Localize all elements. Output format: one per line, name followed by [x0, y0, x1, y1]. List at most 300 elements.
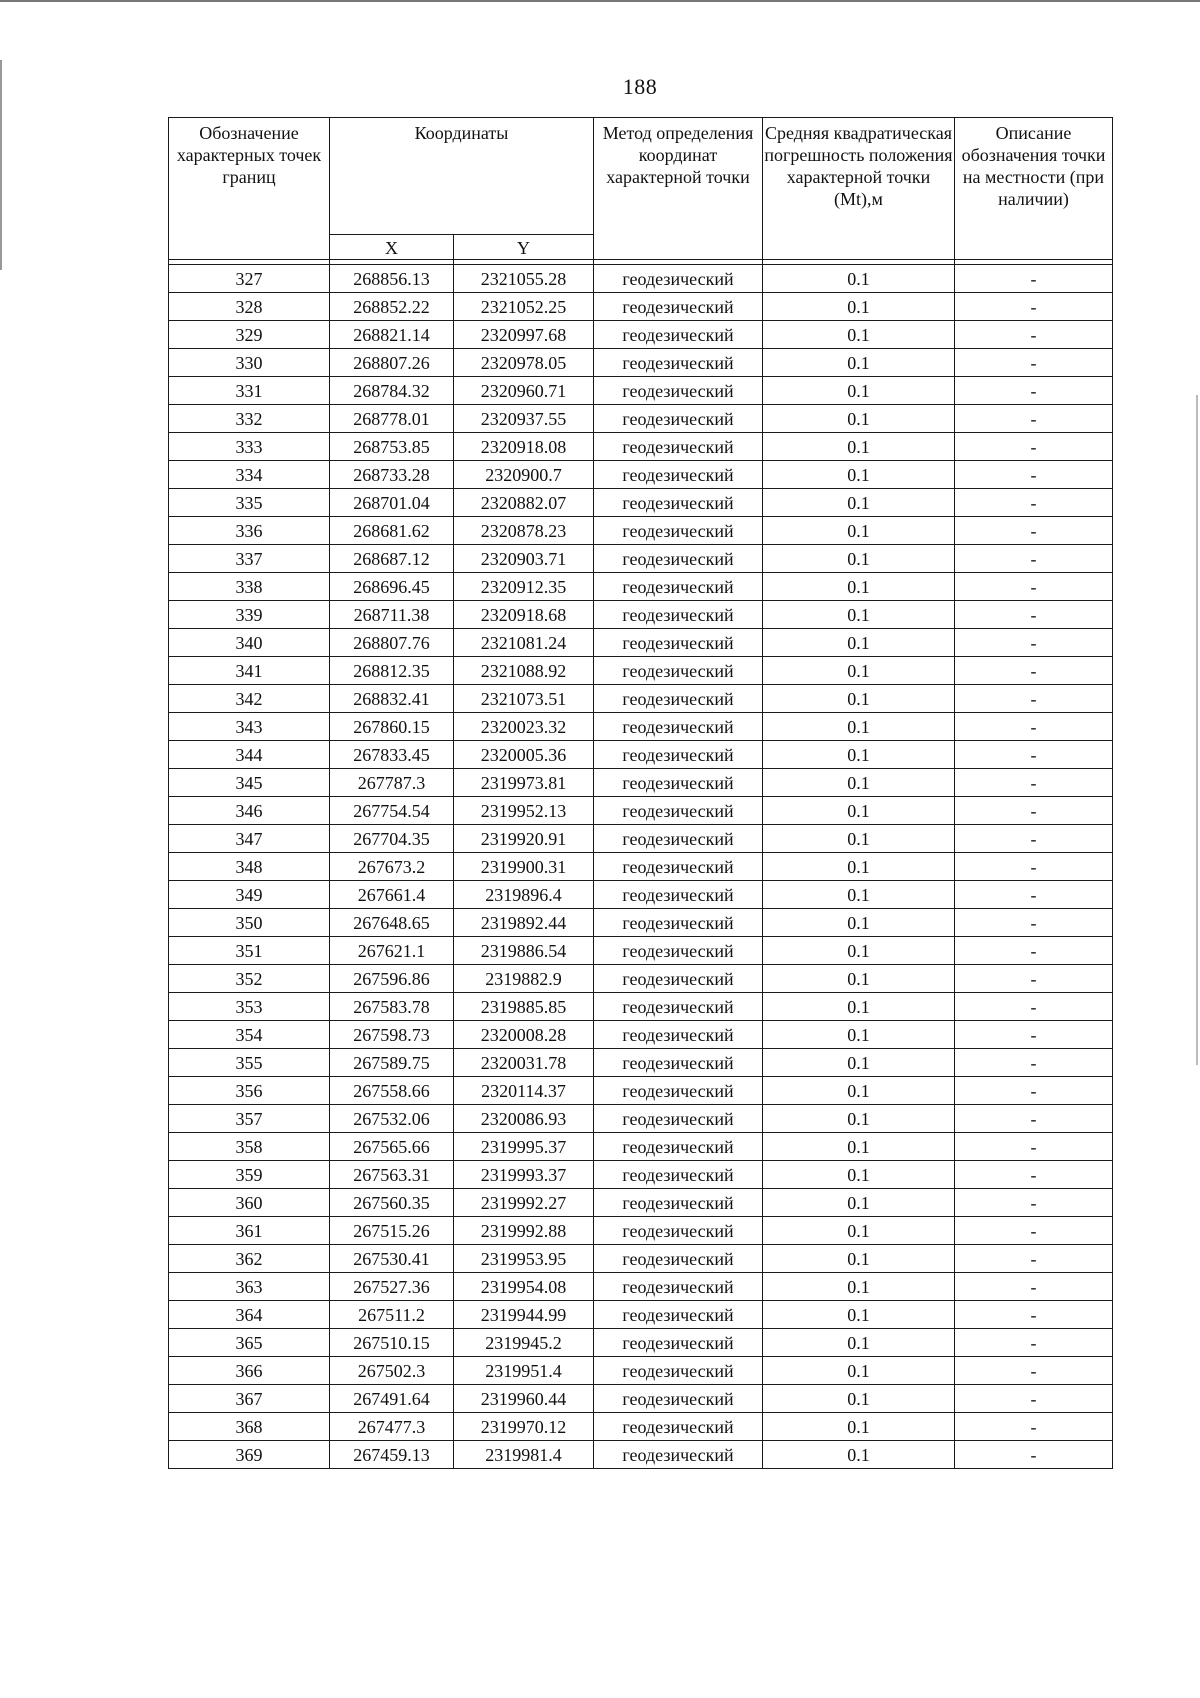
cell-x: 267598.73	[330, 1021, 454, 1049]
cell-point: 349	[169, 881, 330, 909]
cell-point: 355	[169, 1049, 330, 1077]
cell-description: -	[955, 349, 1113, 377]
cell-description: -	[955, 1245, 1113, 1273]
cell-x: 268821.14	[330, 321, 454, 349]
table-row	[169, 1273, 1113, 1301]
cell-point: 366	[169, 1357, 330, 1385]
table-row	[169, 1077, 1113, 1105]
table-row	[169, 489, 1113, 517]
top-border-line	[0, 0, 1200, 2]
cell-point: 332	[169, 405, 330, 433]
cell-method: геодезический	[594, 909, 763, 937]
cell-y: 2320918.08	[454, 433, 594, 461]
cell-method: геодезический	[594, 1217, 763, 1245]
cell-error: 0.1	[763, 713, 955, 741]
header-method: Метод определения координат характерной точки	[594, 118, 763, 260]
cell-error: 0.1	[763, 517, 955, 545]
table-row	[169, 1357, 1113, 1385]
table-row	[169, 993, 1113, 1021]
table-row	[169, 1441, 1113, 1469]
cell-error: 0.1	[763, 321, 955, 349]
cell-description: -	[955, 769, 1113, 797]
cell-description: -	[955, 1413, 1113, 1441]
cell-point: 343	[169, 713, 330, 741]
table-row	[169, 601, 1113, 629]
cell-x: 267515.26	[330, 1217, 454, 1245]
cell-error: 0.1	[763, 377, 955, 405]
table-row	[169, 545, 1113, 573]
cell-method: геодезический	[594, 489, 763, 517]
cell-y: 2320997.68	[454, 321, 594, 349]
cell-description: -	[955, 1329, 1113, 1357]
cell-y: 2320878.23	[454, 517, 594, 545]
cell-y: 2320937.55	[454, 405, 594, 433]
cell-description: -	[955, 573, 1113, 601]
cell-error: 0.1	[763, 1021, 955, 1049]
cell-x: 267510.15	[330, 1329, 454, 1357]
cell-point: 369	[169, 1441, 330, 1469]
cell-point: 331	[169, 377, 330, 405]
cell-method: геодезический	[594, 1329, 763, 1357]
cell-description: -	[955, 797, 1113, 825]
cell-y: 2319992.27	[454, 1189, 594, 1217]
cell-description: -	[955, 1385, 1113, 1413]
cell-method: геодезический	[594, 433, 763, 461]
cell-point: 337	[169, 545, 330, 573]
cell-x: 268733.28	[330, 461, 454, 489]
cell-y: 2321073.51	[454, 685, 594, 713]
cell-method: геодезический	[594, 657, 763, 685]
table-row	[169, 1105, 1113, 1133]
cell-y: 2319995.37	[454, 1133, 594, 1161]
cell-error: 0.1	[763, 993, 955, 1021]
cell-x: 267648.65	[330, 909, 454, 937]
cell-error: 0.1	[763, 1049, 955, 1077]
cell-y: 2319896.4	[454, 881, 594, 909]
cell-x: 268807.76	[330, 629, 454, 657]
header-y: Y	[454, 235, 594, 260]
cell-y: 2319992.88	[454, 1217, 594, 1245]
cell-x: 268681.62	[330, 517, 454, 545]
cell-y: 2319952.13	[454, 797, 594, 825]
cell-method: геодезический	[594, 1413, 763, 1441]
cell-error: 0.1	[763, 265, 955, 293]
cell-x: 267833.45	[330, 741, 454, 769]
cell-description: -	[955, 433, 1113, 461]
cell-error: 0.1	[763, 1273, 955, 1301]
header-x: X	[330, 235, 454, 260]
table-row	[169, 937, 1113, 965]
cell-point: 327	[169, 265, 330, 293]
cell-error: 0.1	[763, 1189, 955, 1217]
cell-x: 268711.38	[330, 601, 454, 629]
table-row	[169, 377, 1113, 405]
table-row	[169, 881, 1113, 909]
cell-method: геодезический	[594, 517, 763, 545]
cell-error: 0.1	[763, 657, 955, 685]
cell-point: 340	[169, 629, 330, 657]
cell-method: геодезический	[594, 797, 763, 825]
cell-point: 360	[169, 1189, 330, 1217]
cell-method: геодезический	[594, 1189, 763, 1217]
cell-method: геодезический	[594, 685, 763, 713]
cell-x: 268832.41	[330, 685, 454, 713]
cell-error: 0.1	[763, 937, 955, 965]
cell-point: 334	[169, 461, 330, 489]
cell-y: 2319954.08	[454, 1273, 594, 1301]
cell-x: 267491.64	[330, 1385, 454, 1413]
cell-method: геодезический	[594, 993, 763, 1021]
table-row	[169, 909, 1113, 937]
cell-x: 267596.86	[330, 965, 454, 993]
cell-description: -	[955, 489, 1113, 517]
cell-point: 364	[169, 1301, 330, 1329]
cell-error: 0.1	[763, 769, 955, 797]
cell-y: 2319920.91	[454, 825, 594, 853]
table-row	[169, 825, 1113, 853]
cell-description: -	[955, 545, 1113, 573]
table-row	[169, 1245, 1113, 1273]
table-row	[169, 321, 1113, 349]
cell-error: 0.1	[763, 293, 955, 321]
cell-error: 0.1	[763, 1161, 955, 1189]
cell-error: 0.1	[763, 685, 955, 713]
cell-method: геодезический	[594, 825, 763, 853]
cell-method: геодезический	[594, 1105, 763, 1133]
cell-x: 268856.13	[330, 265, 454, 293]
cell-method: геодезический	[594, 265, 763, 293]
table-row	[169, 573, 1113, 601]
header-point: Обозначение характерных точек границ	[169, 118, 330, 260]
cell-method: геодезический	[594, 769, 763, 797]
cell-point: 358	[169, 1133, 330, 1161]
cell-x: 268784.32	[330, 377, 454, 405]
cell-y: 2319960.44	[454, 1385, 594, 1413]
cell-description: -	[955, 601, 1113, 629]
cell-method: геодезический	[594, 321, 763, 349]
cell-error: 0.1	[763, 1217, 955, 1245]
cell-method: геодезический	[594, 1049, 763, 1077]
cell-method: геодезический	[594, 573, 763, 601]
cell-y: 2319981.4	[454, 1441, 594, 1469]
cell-point: 350	[169, 909, 330, 937]
table-row	[169, 405, 1113, 433]
cell-y: 2319951.4	[454, 1357, 594, 1385]
page-number: 188	[622, 74, 658, 99]
cell-x: 268778.01	[330, 405, 454, 433]
cell-x: 267459.13	[330, 1441, 454, 1469]
cell-x: 267754.54	[330, 797, 454, 825]
cell-error: 0.1	[763, 601, 955, 629]
table-row	[169, 1329, 1113, 1357]
table-row	[169, 1413, 1113, 1441]
cell-description: -	[955, 1301, 1113, 1329]
cell-x: 268753.85	[330, 433, 454, 461]
cell-description: -	[955, 1217, 1113, 1245]
cell-point: 336	[169, 517, 330, 545]
table-row	[169, 741, 1113, 769]
cell-x: 268807.26	[330, 349, 454, 377]
scan-edge-mark-right	[1196, 395, 1198, 1065]
cell-x: 267860.15	[330, 713, 454, 741]
cell-method: геодезический	[594, 1077, 763, 1105]
cell-description: -	[955, 321, 1113, 349]
cell-y: 2320900.7	[454, 461, 594, 489]
table-row	[169, 349, 1113, 377]
cell-y: 2321081.24	[454, 629, 594, 657]
cell-error: 0.1	[763, 965, 955, 993]
table-row	[169, 629, 1113, 657]
table-row	[169, 1301, 1113, 1329]
header-error: Средняя квадратическая погрешность положения характерной точки (Mt),м	[763, 118, 955, 260]
cell-error: 0.1	[763, 881, 955, 909]
cell-description: -	[955, 1021, 1113, 1049]
cell-point: 328	[169, 293, 330, 321]
header-coordinates: Координаты	[330, 118, 594, 235]
cell-x: 267787.3	[330, 769, 454, 797]
cell-error: 0.1	[763, 433, 955, 461]
cell-description: -	[955, 265, 1113, 293]
cell-error: 0.1	[763, 629, 955, 657]
cell-description: -	[955, 1161, 1113, 1189]
cell-point: 363	[169, 1273, 330, 1301]
cell-y: 2319945.2	[454, 1329, 594, 1357]
cell-error: 0.1	[763, 1441, 955, 1469]
cell-point: 338	[169, 573, 330, 601]
cell-description: -	[955, 461, 1113, 489]
cell-x: 268812.35	[330, 657, 454, 685]
cell-point: 335	[169, 489, 330, 517]
cell-method: геодезический	[594, 601, 763, 629]
cell-y: 2320031.78	[454, 1049, 594, 1077]
table-row	[169, 1161, 1113, 1189]
cell-description: -	[955, 1133, 1113, 1161]
cell-description: -	[955, 685, 1113, 713]
cell-error: 0.1	[763, 1245, 955, 1273]
cell-y: 2320912.35	[454, 573, 594, 601]
cell-description: -	[955, 293, 1113, 321]
cell-error: 0.1	[763, 1385, 955, 1413]
cell-x: 267530.41	[330, 1245, 454, 1273]
cell-error: 0.1	[763, 1413, 955, 1441]
coordinates-table	[168, 117, 1113, 1469]
cell-error: 0.1	[763, 349, 955, 377]
table-row	[169, 1189, 1113, 1217]
cell-method: геодезический	[594, 461, 763, 489]
cell-method: геодезический	[594, 293, 763, 321]
cell-description: -	[955, 937, 1113, 965]
cell-y: 2319882.9	[454, 965, 594, 993]
cell-point: 339	[169, 601, 330, 629]
table-row	[169, 265, 1113, 293]
cell-description: -	[955, 1441, 1113, 1469]
cell-method: геодезический	[594, 1357, 763, 1385]
cell-y: 2321088.92	[454, 657, 594, 685]
cell-x: 267558.66	[330, 1077, 454, 1105]
cell-y: 2320086.93	[454, 1105, 594, 1133]
cell-point: 353	[169, 993, 330, 1021]
cell-point: 342	[169, 685, 330, 713]
cell-x: 268852.22	[330, 293, 454, 321]
cell-y: 2319885.85	[454, 993, 594, 1021]
cell-description: -	[955, 405, 1113, 433]
cell-description: -	[955, 853, 1113, 881]
cell-method: геодезический	[594, 965, 763, 993]
cell-description: -	[955, 881, 1113, 909]
cell-x: 267661.4	[330, 881, 454, 909]
cell-description: -	[955, 713, 1113, 741]
cell-y: 2319944.99	[454, 1301, 594, 1329]
table-row	[169, 461, 1113, 489]
cell-point: 359	[169, 1161, 330, 1189]
cell-point: 351	[169, 937, 330, 965]
cell-x: 267673.2	[330, 853, 454, 881]
cell-point: 333	[169, 433, 330, 461]
cell-point: 365	[169, 1329, 330, 1357]
cell-point: 346	[169, 797, 330, 825]
cell-x: 267704.35	[330, 825, 454, 853]
cell-point: 347	[169, 825, 330, 853]
cell-method: геодезический	[594, 405, 763, 433]
cell-x: 268701.04	[330, 489, 454, 517]
cell-x: 267563.31	[330, 1161, 454, 1189]
cell-description: -	[955, 1189, 1113, 1217]
cell-point: 367	[169, 1385, 330, 1413]
table-row	[169, 853, 1113, 881]
cell-method: геодезический	[594, 741, 763, 769]
cell-method: геодезический	[594, 377, 763, 405]
cell-method: геодезический	[594, 1161, 763, 1189]
cell-error: 0.1	[763, 1357, 955, 1385]
cell-error: 0.1	[763, 461, 955, 489]
cell-error: 0.1	[763, 825, 955, 853]
cell-error: 0.1	[763, 909, 955, 937]
cell-error: 0.1	[763, 489, 955, 517]
cell-y: 2319886.54	[454, 937, 594, 965]
cell-x: 267583.78	[330, 993, 454, 1021]
table-row	[169, 797, 1113, 825]
cell-y: 2320918.68	[454, 601, 594, 629]
cell-x: 267589.75	[330, 1049, 454, 1077]
cell-point: 345	[169, 769, 330, 797]
cell-point: 341	[169, 657, 330, 685]
cell-error: 0.1	[763, 1329, 955, 1357]
cell-point: 344	[169, 741, 330, 769]
table-row	[169, 685, 1113, 713]
table-row	[169, 713, 1113, 741]
cell-error: 0.1	[763, 741, 955, 769]
table-row	[169, 657, 1113, 685]
cell-y: 2320005.36	[454, 741, 594, 769]
cell-method: геодезический	[594, 1441, 763, 1469]
cell-method: геодезический	[594, 545, 763, 573]
cell-error: 0.1	[763, 405, 955, 433]
cell-point: 348	[169, 853, 330, 881]
cell-method: геодезический	[594, 1245, 763, 1273]
cell-y: 2320978.05	[454, 349, 594, 377]
cell-y: 2319970.12	[454, 1413, 594, 1441]
cell-point: 368	[169, 1413, 330, 1441]
cell-description: -	[955, 1049, 1113, 1077]
cell-description: -	[955, 741, 1113, 769]
table-row	[169, 769, 1113, 797]
cell-y: 2319892.44	[454, 909, 594, 937]
cell-method: геодезический	[594, 937, 763, 965]
cell-x: 268696.45	[330, 573, 454, 601]
cell-point: 354	[169, 1021, 330, 1049]
cell-y: 2319900.31	[454, 853, 594, 881]
cell-description: -	[955, 1077, 1113, 1105]
cell-y: 2320882.07	[454, 489, 594, 517]
cell-point: 362	[169, 1245, 330, 1273]
cell-description: -	[955, 1357, 1113, 1385]
cell-y: 2321055.28	[454, 265, 594, 293]
table-row	[169, 293, 1113, 321]
cell-error: 0.1	[763, 545, 955, 573]
cell-x: 267511.2	[330, 1301, 454, 1329]
cell-x: 268687.12	[330, 545, 454, 573]
table-row	[169, 1049, 1113, 1077]
cell-y: 2321052.25	[454, 293, 594, 321]
table-header-row	[169, 118, 1113, 235]
cell-x: 267532.06	[330, 1105, 454, 1133]
table-row	[169, 1385, 1113, 1413]
cell-point: 356	[169, 1077, 330, 1105]
cell-y: 2320903.71	[454, 545, 594, 573]
cell-y: 2319953.95	[454, 1245, 594, 1273]
cell-point: 330	[169, 349, 330, 377]
cell-x: 267621.1	[330, 937, 454, 965]
header-description: Описание обозначения точки на местности (при наличии)	[955, 118, 1113, 260]
cell-description: -	[955, 825, 1113, 853]
cell-method: геодезический	[594, 1301, 763, 1329]
cell-description: -	[955, 629, 1113, 657]
table-row	[169, 1133, 1113, 1161]
cell-x: 267560.35	[330, 1189, 454, 1217]
cell-error: 0.1	[763, 853, 955, 881]
cell-method: геодезический	[594, 713, 763, 741]
cell-method: геодезический	[594, 1021, 763, 1049]
cell-description: -	[955, 517, 1113, 545]
cell-error: 0.1	[763, 1105, 955, 1133]
cell-method: геодезический	[594, 853, 763, 881]
cell-method: геодезический	[594, 1385, 763, 1413]
cell-x: 267565.66	[330, 1133, 454, 1161]
cell-error: 0.1	[763, 1077, 955, 1105]
cell-x: 267502.3	[330, 1357, 454, 1385]
cell-error: 0.1	[763, 1133, 955, 1161]
cell-description: -	[955, 1273, 1113, 1301]
cell-x: 267527.36	[330, 1273, 454, 1301]
cell-description: -	[955, 965, 1113, 993]
cell-point: 361	[169, 1217, 330, 1245]
cell-y: 2320008.28	[454, 1021, 594, 1049]
table-body	[169, 260, 1113, 1469]
cell-method: геодезический	[594, 1133, 763, 1161]
table-row	[169, 517, 1113, 545]
cell-y: 2320960.71	[454, 377, 594, 405]
cell-y: 2319993.37	[454, 1161, 594, 1189]
cell-method: геодезический	[594, 349, 763, 377]
cell-error: 0.1	[763, 797, 955, 825]
cell-point: 329	[169, 321, 330, 349]
cell-y: 2319973.81	[454, 769, 594, 797]
cell-method: геодезический	[594, 881, 763, 909]
cell-error: 0.1	[763, 1301, 955, 1329]
cell-y: 2320023.32	[454, 713, 594, 741]
cell-description: -	[955, 377, 1113, 405]
cell-method: геодезический	[594, 1273, 763, 1301]
